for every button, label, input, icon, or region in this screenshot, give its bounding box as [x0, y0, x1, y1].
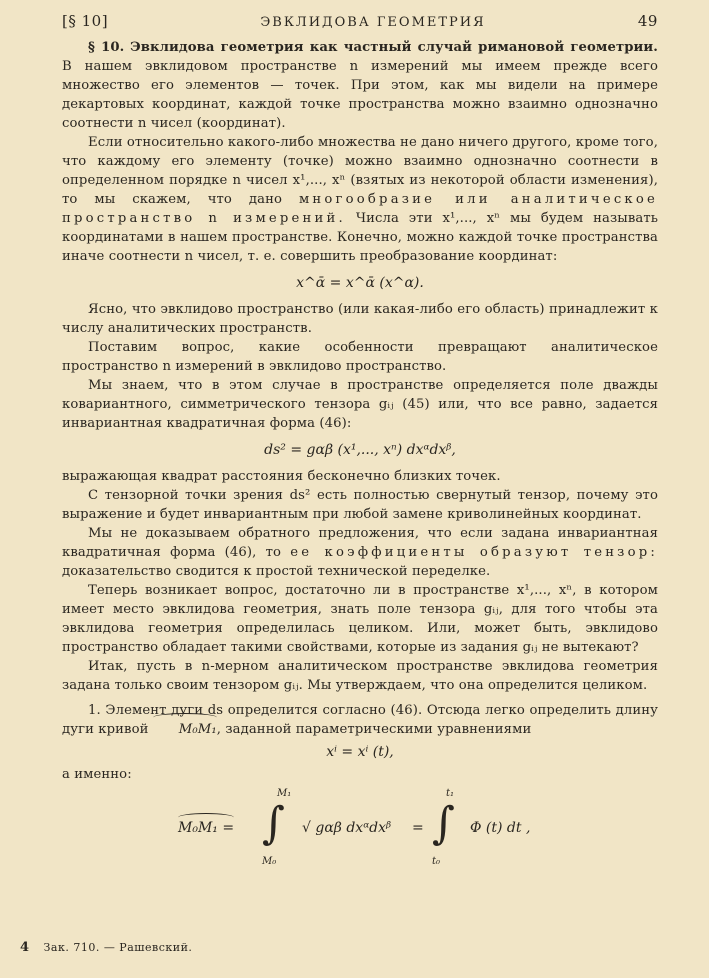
paragraph-tensor-view: С тензорной точки зрения ds² есть полностью свернутый тензор, почему это выражение и будет инвариантным при любой замене криволинейных координат. [62, 488, 658, 522]
paragraph-claim: Итак, пусть в n-мерном аналитическом пространстве эвклидова геометрия задана только своим тензором gᵢⱼ. Мы утверждаем, что она определится целиком. [62, 659, 658, 693]
page [62, 12, 658, 972]
emphasis-text: ее коэффициенты образуют тензор: [290, 545, 658, 560]
section-title: Эвклидова геометрия как частный случай римановой геометрии. [130, 40, 658, 55]
integral-lower-limit-t: t₀ [432, 856, 441, 867]
integral-integrand-t: Φ (t) dt , [470, 820, 531, 836]
paragraph-text: 1. Элемент дуги ds определится согласно (46). Отсюда легко определить длину дуги кривой [62, 703, 658, 737]
header-section: [§ 10] [62, 12, 109, 30]
paragraph-text: Мы не доказываем обратного предложения, что если задана инвариантная квадратичная форма (46), то [62, 526, 658, 560]
footer-print-info: Зак. 710. — Рашевский. [43, 941, 193, 954]
integral-lower-limit: M₀ [262, 856, 277, 867]
footer [20, 940, 192, 955]
header-page-number: 49 [637, 12, 658, 30]
section-number: § 10. [88, 40, 125, 55]
formula-arc-length [62, 784, 658, 868]
section-intro [62, 38, 658, 133]
header-title: ЭВКЛИДОВА ГЕОМЕТРИЯ [260, 15, 486, 30]
paragraph-arc-element [62, 701, 658, 739]
integral-sign-t: ∫ [432, 798, 455, 849]
integral-upper-limit: M₁ [277, 788, 292, 799]
integral-integrand: √ gαβ dxᵅdxᵝ [302, 820, 392, 836]
paragraph-text: доказательство сводится к простой технической переделке. [62, 564, 491, 579]
paragraph-question-two: Теперь возникает вопрос, достаточно ли в пространстве x¹,..., xⁿ, в котором имеет место эвклидова геометрия, знать поле тензора gᵢⱼ, для того чтобы эта эвклидова геометрия определилась целиком. Или, может быть, эвклидово пространство обладает такими свойствами, которые из задания gᵢⱼ не вытекают? [62, 583, 658, 655]
arc-length-lhs: M₀M₁ = [178, 820, 235, 836]
paragraph-tensor-field: Мы знаем, что в этом случае в пространстве определяется поле дважды ковариантного, симметрического тензора gᵢⱼ (45) или, что все равно, задается инвариантная квадратичная форма (46): [62, 378, 658, 431]
paragraph-question: Поставим вопрос, какие особенности превращают аналитическое пространство n измерений в эвклидово пространство. [62, 340, 658, 374]
formula-parametric: xⁱ = xⁱ (t), [326, 744, 394, 760]
integral-sign: ∫ [262, 798, 285, 849]
paragraph-converse [62, 524, 658, 581]
paragraph-distance: выражающая квадрат расстояния бесконечно близких точек. [62, 469, 501, 484]
integral-upper-limit-t: t₁ [446, 788, 455, 799]
equals-sign: = [412, 820, 424, 836]
emphasis-text: многообразие или аналитическое пространство n измерений. [62, 192, 658, 226]
paragraph-manifold [62, 133, 658, 266]
paragraph-euclid-analytic: Ясно, что эвклидово пространство (или какая-либо его область) принадлежит к числу аналитических пространств. [62, 302, 658, 336]
formula-transform: x^ᾱ = x^ᾱ (x^α). [296, 275, 424, 291]
paragraph-namely: а именно: [62, 767, 132, 782]
arc-label: M₀M₁ [153, 720, 217, 739]
running-header [62, 12, 658, 38]
paragraph-text: , заданной параметрическими уравнениями [216, 722, 532, 737]
paragraph-text: Числа эти x¹,..., xⁿ мы будем называть координатами в нашем пространстве. Конечно, можно каждой точке пространства иначе соотнести n чисел, т. е. совершить преобразование координат: [62, 211, 658, 264]
paragraph-text: Если относительно какого-либо множества не дано ничего другого, кроме того, что каждому его элементу (точке) можно взаимно однозначно соотнести в определенном порядке n чисел x¹,..., xⁿ (взятых из некоторой области изменения), то мы скажем, что дано [62, 135, 658, 207]
section-intro-text: В нашем эвклидовом пространстве n измерений мы имеем прежде всего множество его элементов — точек. При этом, как мы видели на примере декартовых координат, каждой точке пространства можно взаимно однозначно соотнести n чисел (координат). [62, 59, 658, 131]
footer-page-mark: 4 [20, 940, 30, 955]
formula-ds2: ds² = gαβ (x¹,..., xⁿ) dxᵅdxᵝ, [264, 442, 456, 458]
